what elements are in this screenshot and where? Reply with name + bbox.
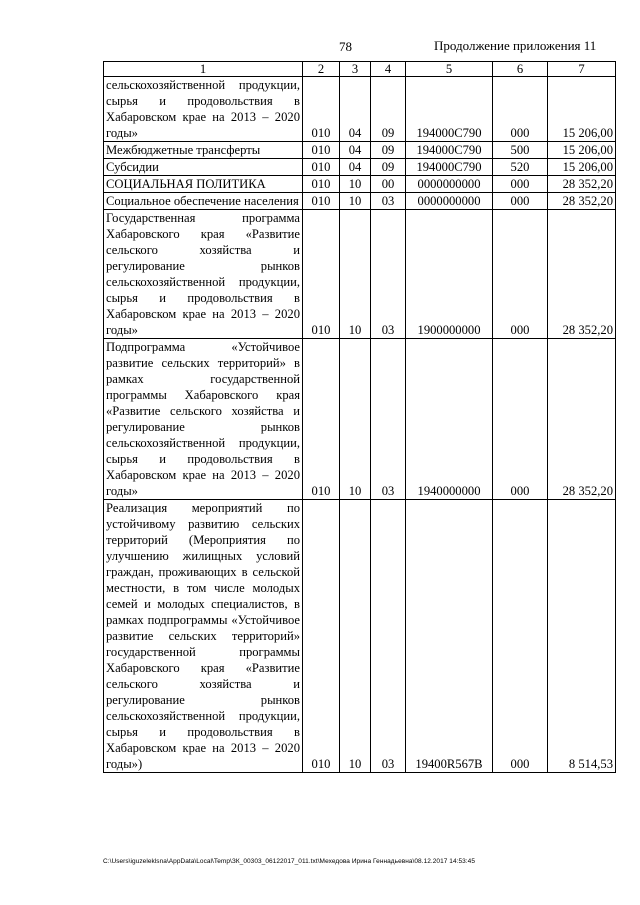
- cell-amount: 8 514,53: [548, 500, 616, 773]
- cell-section: 04: [340, 77, 371, 142]
- file-path-footer: C:\Users\iguzeleklsna\AppData\Local\Temp\ЗК_00303_06122017_011.txt\Мехедова Ирина Геннадьевна\08.12.2017 14:53:45: [103, 858, 475, 865]
- cell-amount: 28 352,20: [548, 210, 616, 339]
- cell-expense-type: 000: [493, 77, 548, 142]
- table-row: [104, 159, 616, 176]
- cell-expense-type: 000: [493, 500, 548, 773]
- table-row: [104, 176, 616, 193]
- cell-amount: 15 206,00: [548, 77, 616, 142]
- cell-section: 10: [340, 500, 371, 773]
- table-row: [104, 193, 616, 210]
- cell-target-item: 194000С790: [406, 159, 493, 176]
- cell-subsection: 09: [371, 77, 406, 142]
- row-name: Межбюджетные трансферты: [104, 142, 303, 159]
- table-row: [104, 77, 616, 142]
- cell-amount: 15 206,00: [548, 142, 616, 159]
- cell-expense-type: 000: [493, 339, 548, 500]
- table-row: [104, 210, 616, 339]
- cell-expense-type: 000: [493, 176, 548, 193]
- column-header: 5: [406, 62, 493, 77]
- appendix-continuation-label: Продолжение приложения 11: [434, 38, 597, 53]
- row-name: Субсидии: [104, 159, 303, 176]
- cell-grbs: 010: [303, 142, 340, 159]
- table-row: [104, 500, 616, 773]
- cell-grbs: 010: [303, 176, 340, 193]
- cell-amount: 28 352,20: [548, 193, 616, 210]
- page-number: 78: [339, 39, 352, 54]
- cell-section: 10: [340, 339, 371, 500]
- column-header: 6: [493, 62, 548, 77]
- cell-section: 04: [340, 142, 371, 159]
- cell-target-item: 1940000000: [406, 339, 493, 500]
- row-name: Подпрограмма «Устойчивое развитие сельских территорий» в рамках государственной программы Хабаровского края «Развитие сельского хозяйства и регулирование рынков сельскохозяйственной продукции, сырья и продовольствия в Хабаровском крае на 2013 – 2020 годы»: [104, 339, 303, 500]
- cell-subsection: 03: [371, 210, 406, 339]
- column-header: 4: [371, 62, 406, 77]
- column-header: 1: [104, 62, 303, 77]
- cell-section: 10: [340, 210, 371, 339]
- cell-subsection: 03: [371, 339, 406, 500]
- cell-expense-type: 520: [493, 159, 548, 176]
- cell-grbs: 010: [303, 500, 340, 773]
- cell-subsection: 03: [371, 500, 406, 773]
- cell-target-item: 0000000000: [406, 193, 493, 210]
- cell-target-item: 194000С790: [406, 77, 493, 142]
- cell-grbs: 010: [303, 159, 340, 176]
- row-name: сельскохозяйственной продукции, сырья и продовольствия в Хабаровском крае на 2013 – 2020 годы»: [104, 77, 303, 142]
- row-name: Государственная программа Хабаровского края «Развитие сельского хозяйства и регулирование рынков сельскохозяйственной продукции, сырья и продовольствия в Хабаровском крае на 2013 – 2020 годы»: [104, 210, 303, 339]
- cell-expense-type: 000: [493, 193, 548, 210]
- cell-expense-type: 000: [493, 210, 548, 339]
- cell-section: 10: [340, 176, 371, 193]
- cell-expense-type: 500: [493, 142, 548, 159]
- column-header: 2: [303, 62, 340, 77]
- cell-section: 10: [340, 193, 371, 210]
- cell-grbs: 010: [303, 210, 340, 339]
- table-row: [104, 339, 616, 500]
- cell-section: 04: [340, 159, 371, 176]
- budget-table: [103, 61, 616, 773]
- cell-grbs: 010: [303, 193, 340, 210]
- cell-grbs: 010: [303, 339, 340, 500]
- cell-amount: 28 352,20: [548, 176, 616, 193]
- cell-subsection: 03: [371, 193, 406, 210]
- table-row: [104, 142, 616, 159]
- cell-amount: 15 206,00: [548, 159, 616, 176]
- cell-target-item: 194000С790: [406, 142, 493, 159]
- cell-subsection: 09: [371, 142, 406, 159]
- row-name: СОЦИАЛЬНАЯ ПОЛИТИКА: [104, 176, 303, 193]
- cell-amount: 28 352,20: [548, 339, 616, 500]
- column-header: 3: [340, 62, 371, 77]
- cell-subsection: 09: [371, 159, 406, 176]
- column-header: 7: [548, 62, 616, 77]
- cell-grbs: 010: [303, 77, 340, 142]
- row-name: Социальное обеспечение населения: [104, 193, 303, 210]
- cell-target-item: 0000000000: [406, 176, 493, 193]
- cell-target-item: 1900000000: [406, 210, 493, 339]
- cell-target-item: 19400R567В: [406, 500, 493, 773]
- cell-subsection: 00: [371, 176, 406, 193]
- column-number-row: [104, 62, 616, 77]
- row-name: Реализация мероприятий по устойчивому развитию сельских территорий (Мероприятия по улучшению жилищных условий граждан, проживающих в сельской местности, в том числе молодых семей и молодых специалистов, в рамках подпрограммы «Устойчивое развитие сельских территорий» государственной программы Хабаровского края «Развитие сельского хозяйства и регулирование рынков сельскохозяйственной продукции, сырья и продовольствия в Хабаровском крае на 2013 – 2020 годы»): [104, 500, 303, 773]
